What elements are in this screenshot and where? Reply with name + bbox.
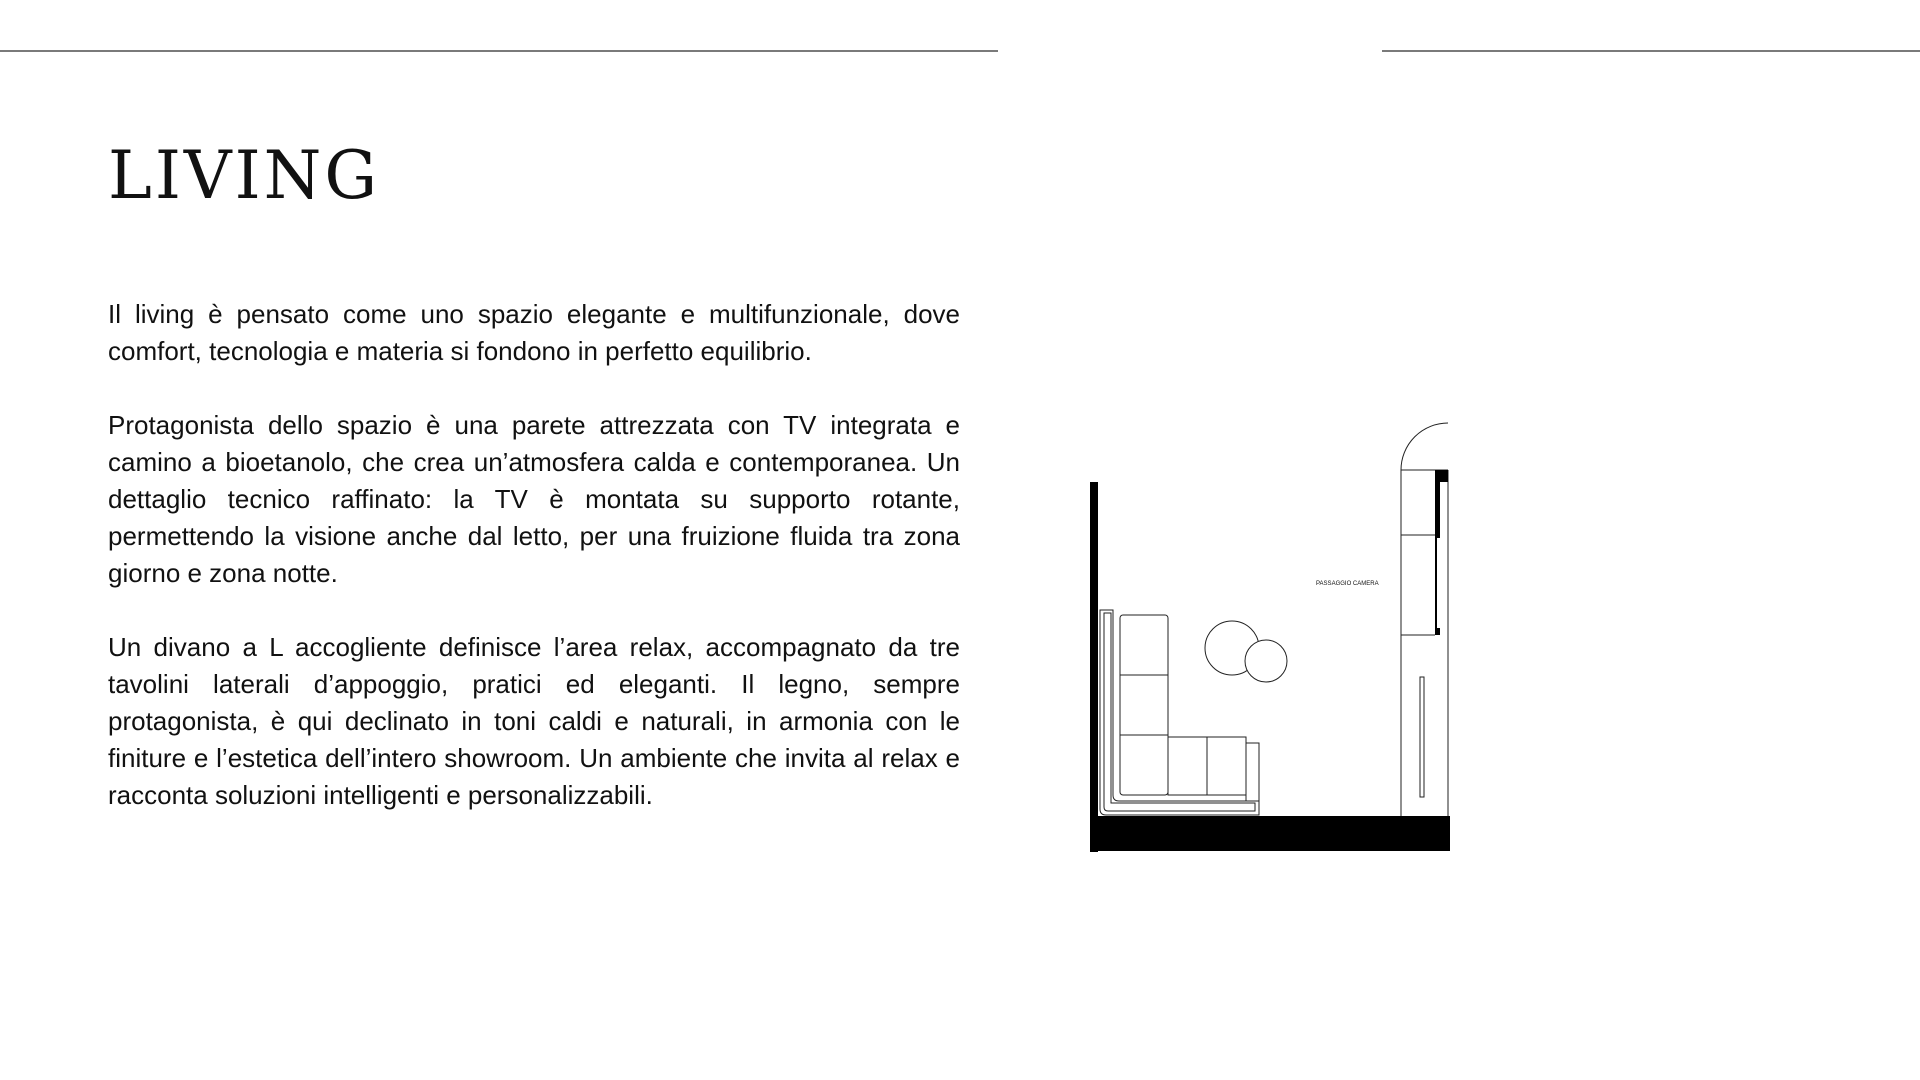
paragraph-intro: Il living è pensato come uno spazio elegante e multifunzionale, dove comfort, tecnologia e materia si fondono in perfetto equilibrio. <box>108 299 960 366</box>
page-title: LIVING <box>108 137 381 214</box>
plan-side-tables <box>1205 621 1287 682</box>
paragraph-tv-wall: Protagonista dello spazio è una parete attrezzata con TV integrata e camino a bioetanolo, che crea un’atmosfera calda e contemporanea. Un dettaglio tecnico raffinato: la TV è montata su supporto rotante, permettendo la visione anche dal letto, per una fruizione fluida tra zona giorno e zona notte. <box>108 410 960 588</box>
floor-plan <box>1080 395 1460 855</box>
paragraph-sofa: Un divano a L accogliente definisce l’area relax, accompagnato da tre tavolini laterali d’appoggio, pratici ed eleganti. Il legno, sempre protagonista, è qui declinato in toni caldi e naturali, in armonia con le finiture e l’estetica dell’intero showroom. Un ambiente che invita al relax e racconta soluzioni intelligenti e personalizzabili. <box>108 632 960 810</box>
plan-room-label: PASSAGGIO CAMERA <box>1316 581 1379 587</box>
plan-bottom-wall <box>1090 816 1450 851</box>
description-text <box>108 296 960 851</box>
plan-left-wall <box>1090 482 1098 852</box>
plan-tv-panel-inner <box>1437 538 1440 628</box>
top-rule-left <box>0 50 998 52</box>
top-rule-right <box>1382 50 1920 52</box>
